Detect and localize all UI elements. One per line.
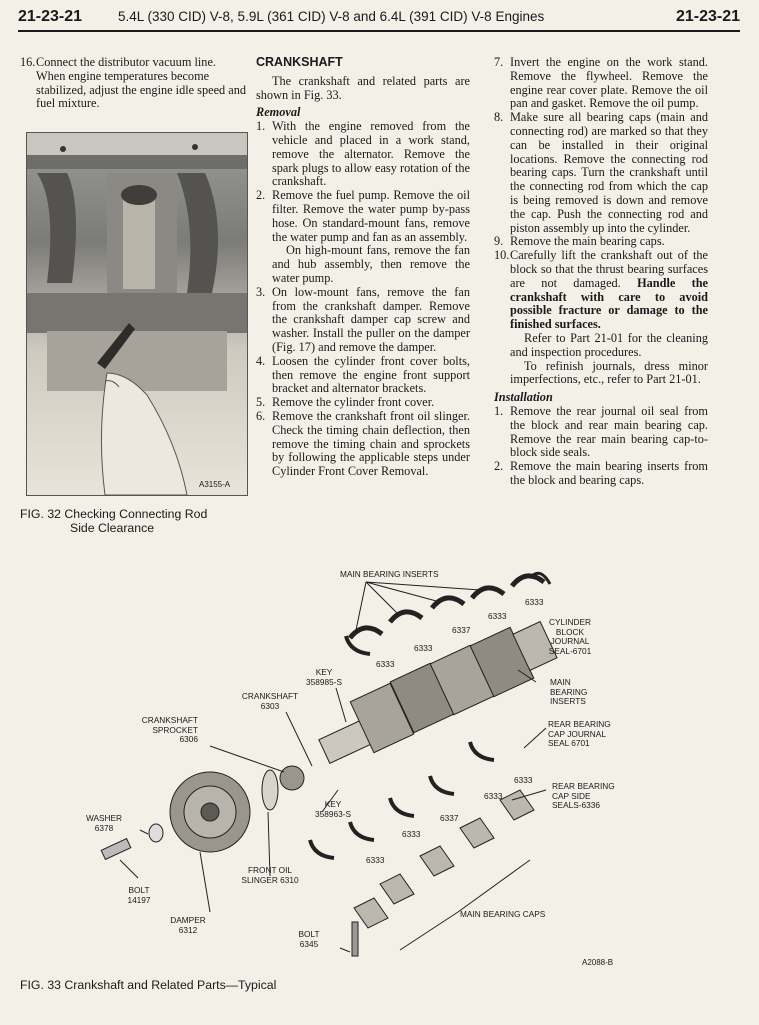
step-number: 10. — [494, 248, 510, 263]
label-front-oil-slinger: FRONT OIL SLINGER 6310 — [241, 865, 299, 885]
step-number: 8. — [494, 110, 504, 125]
installation-heading: Installation — [494, 390, 553, 405]
label-cylinder-block-journal-seal: CYLINDER BLOCK JOURNAL SEAL-6701 — [548, 617, 592, 656]
fig32-caption-line1: FIG. 32 Checking Connecting Rod — [20, 507, 208, 521]
label-bolt-6345: BOLT 6345 — [298, 929, 320, 949]
step-text: Connect the distributor vacuum line. When engine temperatures become stabilized, adjust the engine idle speed and fuel mixture. — [36, 55, 247, 111]
removal-step-1 — [256, 120, 470, 189]
label-6333-c: 6333 — [414, 643, 433, 653]
label-6333-f: 6333 — [484, 791, 503, 801]
step-text: Invert the engine on the work stand. Remove the flywheel. Remove the engine rear cover plate. Remove the oil pan and gasket. Remove the oil pump. — [510, 55, 708, 111]
connecting-rod-photo-illustration — [27, 133, 247, 495]
step-text: With the engine removed from the vehicle and placed in a work stand, remove the alternator. Remove the spark plugs to allow easy rotation of the crankshaft. — [272, 119, 470, 189]
fig32-caption-line2: Side Clearance — [70, 521, 155, 535]
column-left — [20, 56, 248, 111]
step-number: 2. — [494, 459, 504, 474]
label-main-bearing-caps: MAIN BEARING CAPS — [460, 909, 546, 919]
step-number: 5. — [256, 395, 266, 410]
label-6337-bottom: 6337 — [440, 813, 459, 823]
label-6333-d: 6333 — [376, 659, 395, 669]
removal-step-6 — [256, 410, 470, 479]
step-number: 3. — [256, 284, 266, 299]
label-6333-b: 6333 — [488, 611, 507, 621]
refer-refinish: To refinish journals, dress minor imperfections, etc., refer to Part 21-01. — [510, 358, 708, 387]
crankshaft-exploded-illustration — [60, 560, 740, 975]
step-warning: Handle the crankshaft with care to avoid possible fracture or damage to the finished surfaces. — [510, 275, 709, 332]
step-number: 16. — [20, 55, 36, 69]
step-16 — [20, 56, 248, 111]
label-bolt-14197: BOLT 14197 — [127, 885, 151, 905]
label-crankshaft-6303: CRANKSHAFT 6303 — [241, 691, 299, 711]
removal-step-10 — [494, 249, 708, 332]
removal-step-9 — [494, 235, 708, 249]
step-text: On low-mount fans, remove the fan from the crankshaft damper. Remove the crankshaft damper cap screw and washer. Install the puller on the damper (Fig. 17) and remove the damper. — [272, 284, 470, 354]
label-rear-bearing-cap-journal-seal: REAR BEARING CAP JOURNAL SEAL 6701 — [548, 719, 611, 748]
install-step-1 — [494, 405, 708, 460]
label-6333-h: 6333 — [366, 855, 385, 865]
step-number: 4. — [256, 353, 266, 368]
step-text: Make sure all bearing caps (main and connecting rod) are marked so that they can be installed in their original locations. Remove the connecting rod bearing caps. Turn the crankshaft until the connecting rod from which the cap is being removed is down and remove the cap. Push the connecting rod and piston assembly up into the cylinder. — [510, 110, 708, 235]
step-text: Remove the fuel pump. Remove the oil filter. Remove the water pump by-pass hose. On standard-mount fans, remove the water pump and fan as an assembly. — [272, 188, 470, 244]
fig33-code: A2088-B — [582, 958, 614, 967]
column-middle — [256, 56, 470, 479]
column-right — [494, 56, 708, 488]
page-number-left: 21-23-21 — [18, 8, 83, 25]
step-number: 2. — [256, 188, 266, 203]
step-number: 1. — [256, 119, 266, 134]
label-key-358963: KEY 358963-S — [315, 799, 351, 819]
page-title: 5.4L (330 CID) V-8, 5.9L (361 CID) V-8 and 6.4L (391 CID) V-8 Engines — [118, 9, 545, 24]
step-text: Remove the rear journal oil seal from the block and rear main bearing cap. Remove the rear main bearing cap-to-block side seals. — [510, 403, 708, 460]
step-text: Loosen the cylinder front cover bolts, then remove the engine front support bracket and alternator brackets. — [272, 353, 470, 396]
removal-step-2 — [256, 189, 470, 244]
label-rear-bearing-cap-side-seals: REAR BEARING CAP SIDE SEALS-6336 — [552, 781, 615, 810]
step-text: Remove the main bearing caps. — [510, 234, 665, 249]
page-header — [18, 6, 740, 32]
label-6333-g: 6333 — [402, 829, 421, 839]
step-text: Carefully lift the crankshaft out of the block so that the thrust bearing surfaces are not damaged. — [510, 248, 708, 290]
label-damper-6312: DAMPER 6312 — [170, 915, 206, 935]
label-key-358985: KEY 358985-S — [306, 667, 342, 687]
label-crankshaft-sprocket: CRANKSHAFT SPROCKET 6306 — [141, 715, 198, 744]
step-text: Remove the cylinder front cover. — [272, 395, 435, 410]
step-text: Remove the crankshaft front oil slinger. Check the timing chain deflection, then remove the timing chain and sprockets by following the applicable steps under Cylinder Front Cover Removal. — [272, 408, 470, 479]
step-number: 1. — [494, 403, 504, 418]
removal-step-5 — [256, 396, 470, 410]
label-main-bearing-inserts-right: MAIN BEARING INSERTS — [550, 677, 588, 706]
fig32-photo — [26, 132, 248, 496]
step-number: 6. — [256, 408, 266, 423]
fig32-caption — [20, 507, 250, 535]
removal-step-4 — [256, 355, 470, 396]
removal-step-2-extra: On high-mount fans, remove the fan and hub assembly, then remove the water pump. — [272, 243, 470, 285]
step-text: Remove the main bearing inserts from the block and bearing caps. — [510, 459, 708, 487]
label-6337-top: 6337 — [452, 625, 471, 635]
crankshaft-heading: CRANKSHAFT — [256, 55, 343, 69]
fig33-diagram — [60, 560, 740, 975]
fig33-caption: FIG. 33 Crankshaft and Related Parts—Typical — [20, 978, 277, 992]
label-6333-a: 6333 — [525, 597, 544, 607]
step-number: 7. — [494, 55, 504, 69]
step-number: 9. — [494, 234, 504, 249]
fig32-code: A3155-A — [199, 480, 231, 489]
removal-step-3 — [256, 286, 470, 355]
removal-step-7 — [494, 56, 708, 111]
removal-heading: Removal — [256, 105, 301, 120]
refer-cleaning: Refer to Part 21-01 for the cleaning and inspection procedures. — [510, 330, 708, 359]
label-washer-6378: WASHER 6378 — [85, 813, 123, 833]
label-main-bearing-inserts: MAIN BEARING INSERTS — [340, 569, 439, 579]
removal-step-8 — [494, 111, 708, 235]
install-step-2 — [494, 460, 708, 488]
crankshaft-intro: The crankshaft and related parts are shown in Fig. 33. — [256, 73, 470, 102]
label-6333-e: 6333 — [514, 775, 533, 785]
page-number-right: 21-23-21 — [675, 8, 740, 25]
